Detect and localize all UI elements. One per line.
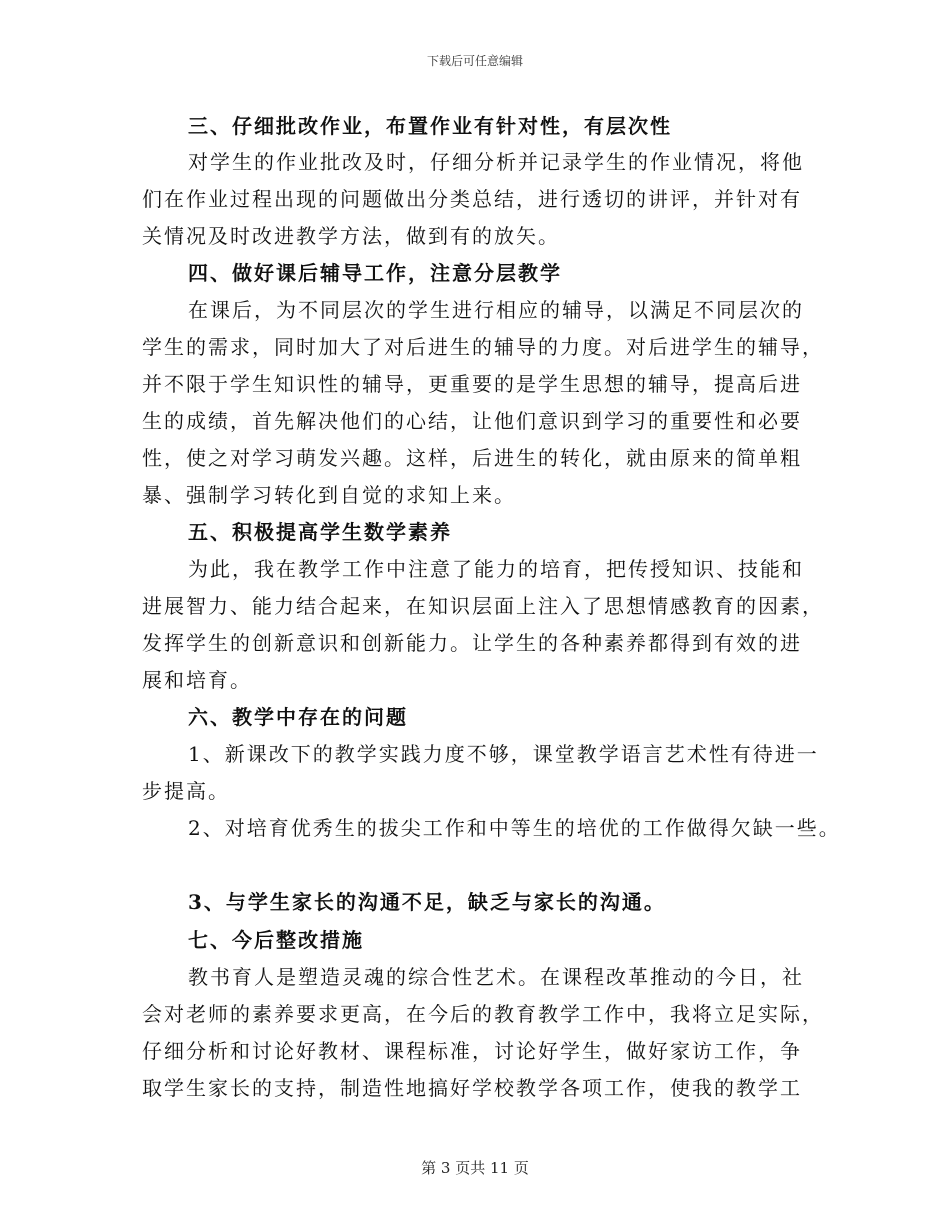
text-line: 2、对培育优秀生的拔尖工作和中等生的培优的工作做得欠缺一些。 <box>188 816 841 840</box>
text-line: 暴、强制学习转化到自觉的求知上来。 <box>142 483 516 507</box>
text-line: 五、积极提高学生数学素养 <box>188 520 452 544</box>
text-line: 3、与学生家长的沟通不足，缺乏与家长的沟通。 <box>188 890 666 914</box>
text-line: 仔细分析和讨论好教材、课程标准，讨论好学生，做好家访工作，争 <box>142 1039 802 1063</box>
text-line: 取学生家长的支持，制造性地搞好学校教学各项工作，使我的教学工 <box>142 1076 802 1100</box>
text-line: 发挥学生的创新意识和创新能力。让学生的各种素养都得到有效的进 <box>142 631 802 655</box>
text-line: 生的成绩，首先解决他们的心结，让他们意识到学习的重要性和必要 <box>142 409 802 433</box>
text-line: 四、做好课后辅导工作，注意分层教学 <box>188 261 562 285</box>
text-line: 性，使之对学习萌发兴趣。这样，后进生的转化，就由原来的简单粗 <box>142 446 802 470</box>
text-line: 六、教学中存在的问题 <box>188 705 408 729</box>
text-line: 们在作业过程出现的问题做出分类总结，进行透切的讲评，并针对有 <box>142 187 802 211</box>
text-line: 关情况及时改进教学方法，做到有的放矢。 <box>142 224 560 248</box>
text-line: 1、新课改下的教学实践力度不够，课堂教学语言艺术性有待进一 <box>188 742 819 766</box>
page-footer: 第 3 页共 11 页 <box>421 1159 529 1177</box>
text-line: 对学生的作业批改及时，仔细分析并记录学生的作业情况，将他 <box>188 150 804 174</box>
text-line: 步提高。 <box>142 779 230 803</box>
text-line: 展和培育。 <box>142 668 252 692</box>
text-line: 进展智力、能力结合起来，在知识层面上注入了思想情感教育的因素， <box>142 594 824 618</box>
text-line: 并不限于学生知识性的辅导，更重要的是学生思想的辅导，提高后进 <box>142 372 802 396</box>
text-line: 会对老师的素养要求更高，在今后的教育教学工作中，我将立足实际， <box>142 1002 824 1026</box>
text-line: 七、今后整改措施 <box>188 928 364 952</box>
text-line: 为此，我在教学工作中注意了能力的培育，把传授知识、技能和 <box>188 557 804 581</box>
text-line: 在课后，为不同层次的学生进行相应的辅导，以满足不同层次的 <box>188 298 804 322</box>
page-header: 下载后可任意编辑 <box>426 54 523 68</box>
text-line: 三、仔细批改作业，布置作业有针对性，有层次性 <box>188 114 672 138</box>
text-line: 学生的需求，同时加大了对后进生的辅导的力度。对后进学生的辅导， <box>142 335 824 359</box>
text-line: 教书育人是塑造灵魂的综合性艺术。在课程改革推动的今日，社 <box>188 965 804 989</box>
